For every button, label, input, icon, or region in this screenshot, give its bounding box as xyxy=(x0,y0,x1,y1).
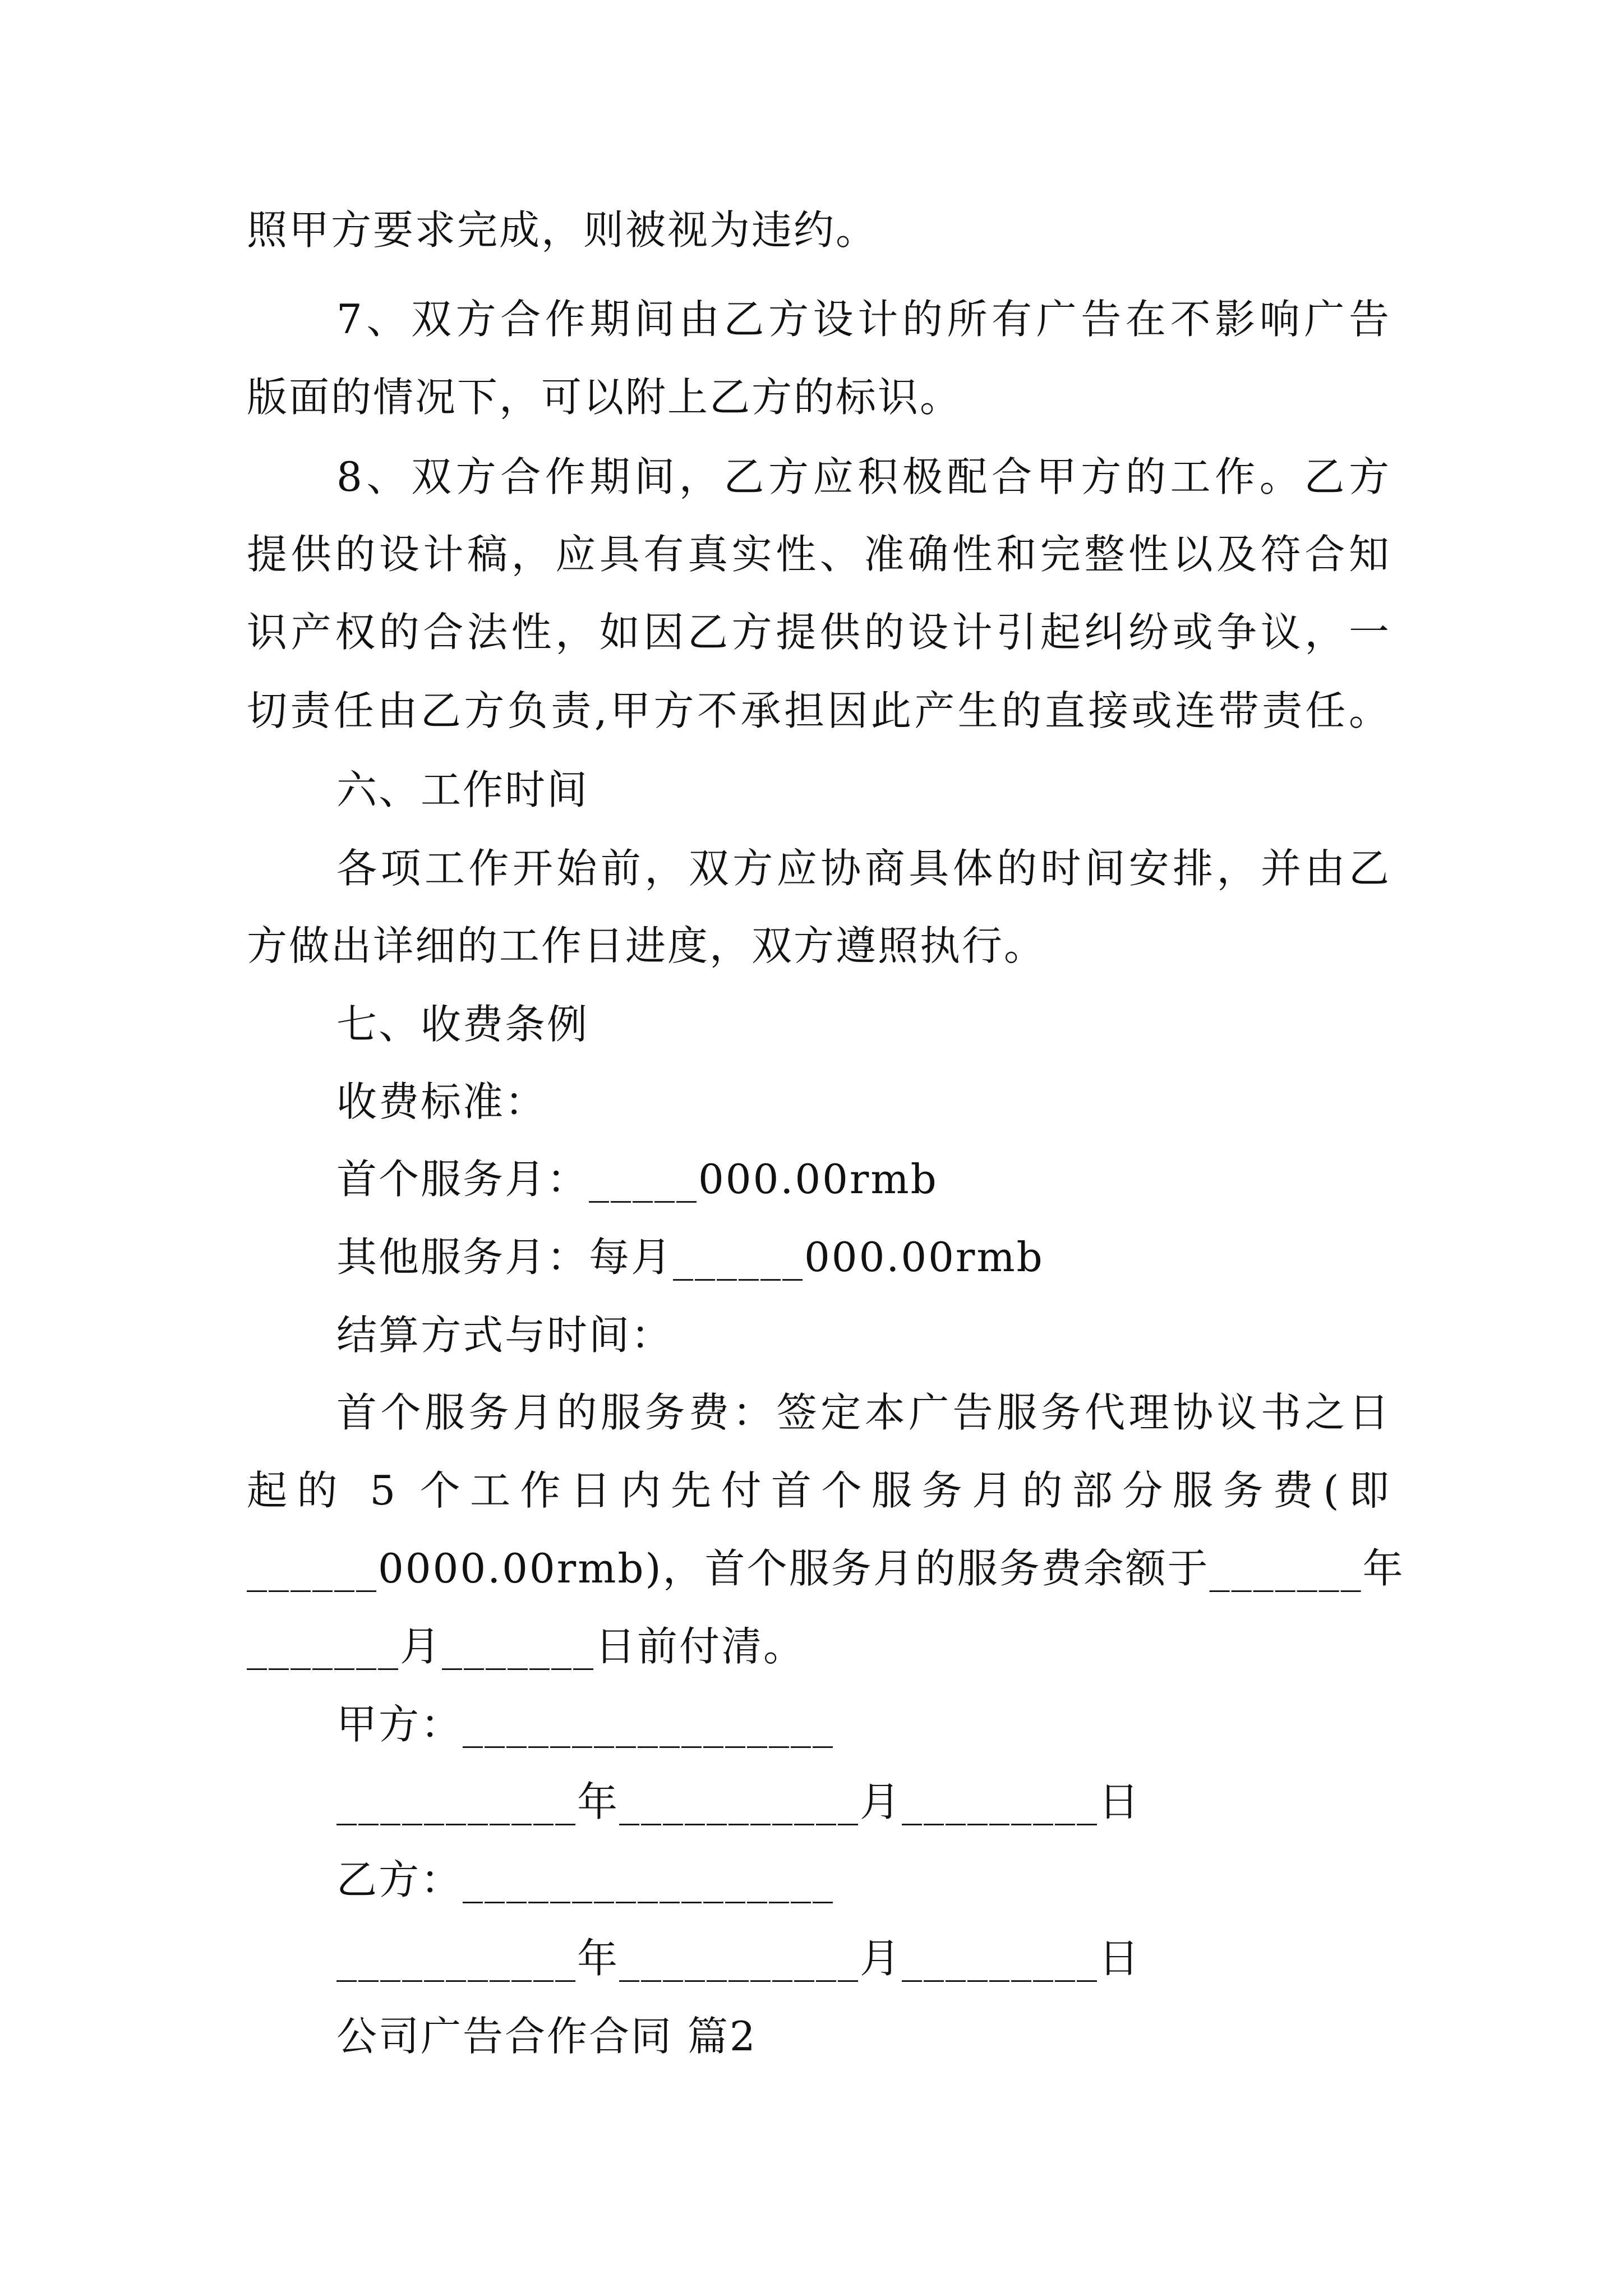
first-month-fee-line: 首个服务月：_____000.00rmb xyxy=(336,1156,938,1203)
next-section-title: 公司广告合作合同 篇2 xyxy=(336,2013,757,2060)
clause-7-line: 7、双方合作期间由乙方设计的所有广告在不影响广告 xyxy=(336,296,1391,343)
text-line: 照甲方要求完成，则被视为违约。 xyxy=(247,206,878,254)
section-heading-fees: 七、收费条例 xyxy=(336,1001,589,1048)
text-line: _______月_______日前付清。 xyxy=(247,1623,806,1670)
party-a-signature-line: 甲方：_________________ xyxy=(336,1701,835,1748)
party-b-date-line: ___________年___________月_________日 xyxy=(336,1935,1141,1982)
text-line: 方做出详细的工作日进度，双方遵照执行。 xyxy=(247,922,1046,969)
text-line: ______0000.00rmb)，首个服务月的服务费余额于_______年 xyxy=(247,1545,1405,1592)
party-b-signature-line: 乙方：_________________ xyxy=(336,1856,835,1903)
text-line: 识产权的合法性，如因乙方提供的设计引起纠纷或争议，一 xyxy=(247,609,1391,656)
text-line: 首个服务月的服务费：签定本广告服务代理协议书之日 xyxy=(336,1389,1391,1436)
settlement-label: 结算方式与时间： xyxy=(336,1312,674,1359)
fee-standard-label: 收费标准： xyxy=(336,1078,547,1125)
text-line: 提供的设计稿，应具有真实性、准确性和完整性以及符合知 xyxy=(247,531,1391,578)
text-line: 版面的情况下，可以附上乙方的标识。 xyxy=(247,374,962,421)
text-line: 各项工作开始前，双方应协商具体的时间安排，并由乙 xyxy=(336,845,1391,892)
text-line: 切责任由乙方负责,甲方不承担因此产生的直接或连带责任。 xyxy=(247,687,1391,734)
text-line: 起的 5 个工作日内先付首个服务月的部分服务费(即 xyxy=(247,1467,1391,1514)
party-a-date-line: ___________年___________月_________日 xyxy=(336,1778,1141,1825)
section-heading-work-time: 六、工作时间 xyxy=(336,766,589,813)
other-month-fee-line: 其他服务月：每月______000.00rmb xyxy=(336,1234,1044,1281)
clause-8-line: 8、双方合作期间，乙方应积极配合甲方的工作。乙方 xyxy=(336,453,1391,500)
